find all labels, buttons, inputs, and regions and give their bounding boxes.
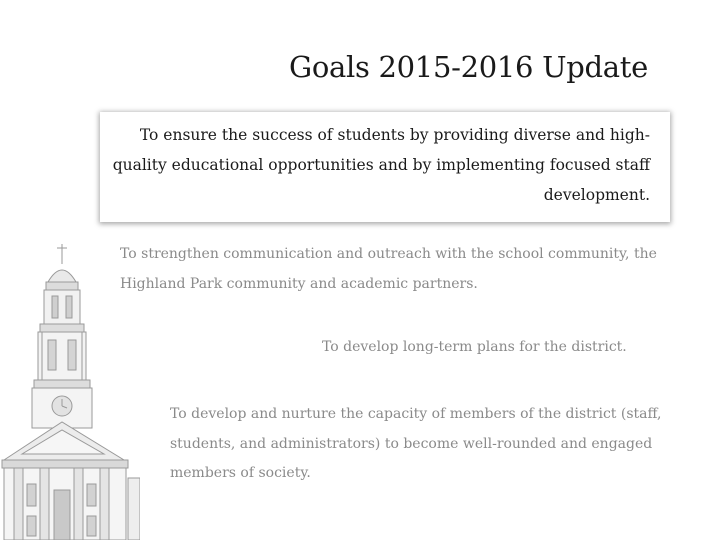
goal-4-text: To develop and nurture the capacity of members of the district (staff, students, and administrators) to become well-rounded and engaged members of society. — [170, 406, 662, 481]
slide-title: Goals 2015-2016 Update — [289, 50, 648, 84]
goal-1-text: To ensure the success of students by providing diverse and high-quality educational opportunities and by implementing focused staff development. — [112, 126, 650, 204]
school-building-icon — [0, 238, 140, 540]
highlighted-goal-box — [100, 112, 670, 222]
goal-2-text: To strengthen communication and outreach with the school community, the Highland Park community and academic partners. — [120, 246, 657, 292]
goal-3-text: To develop long-term plans for the district. — [322, 339, 627, 355]
